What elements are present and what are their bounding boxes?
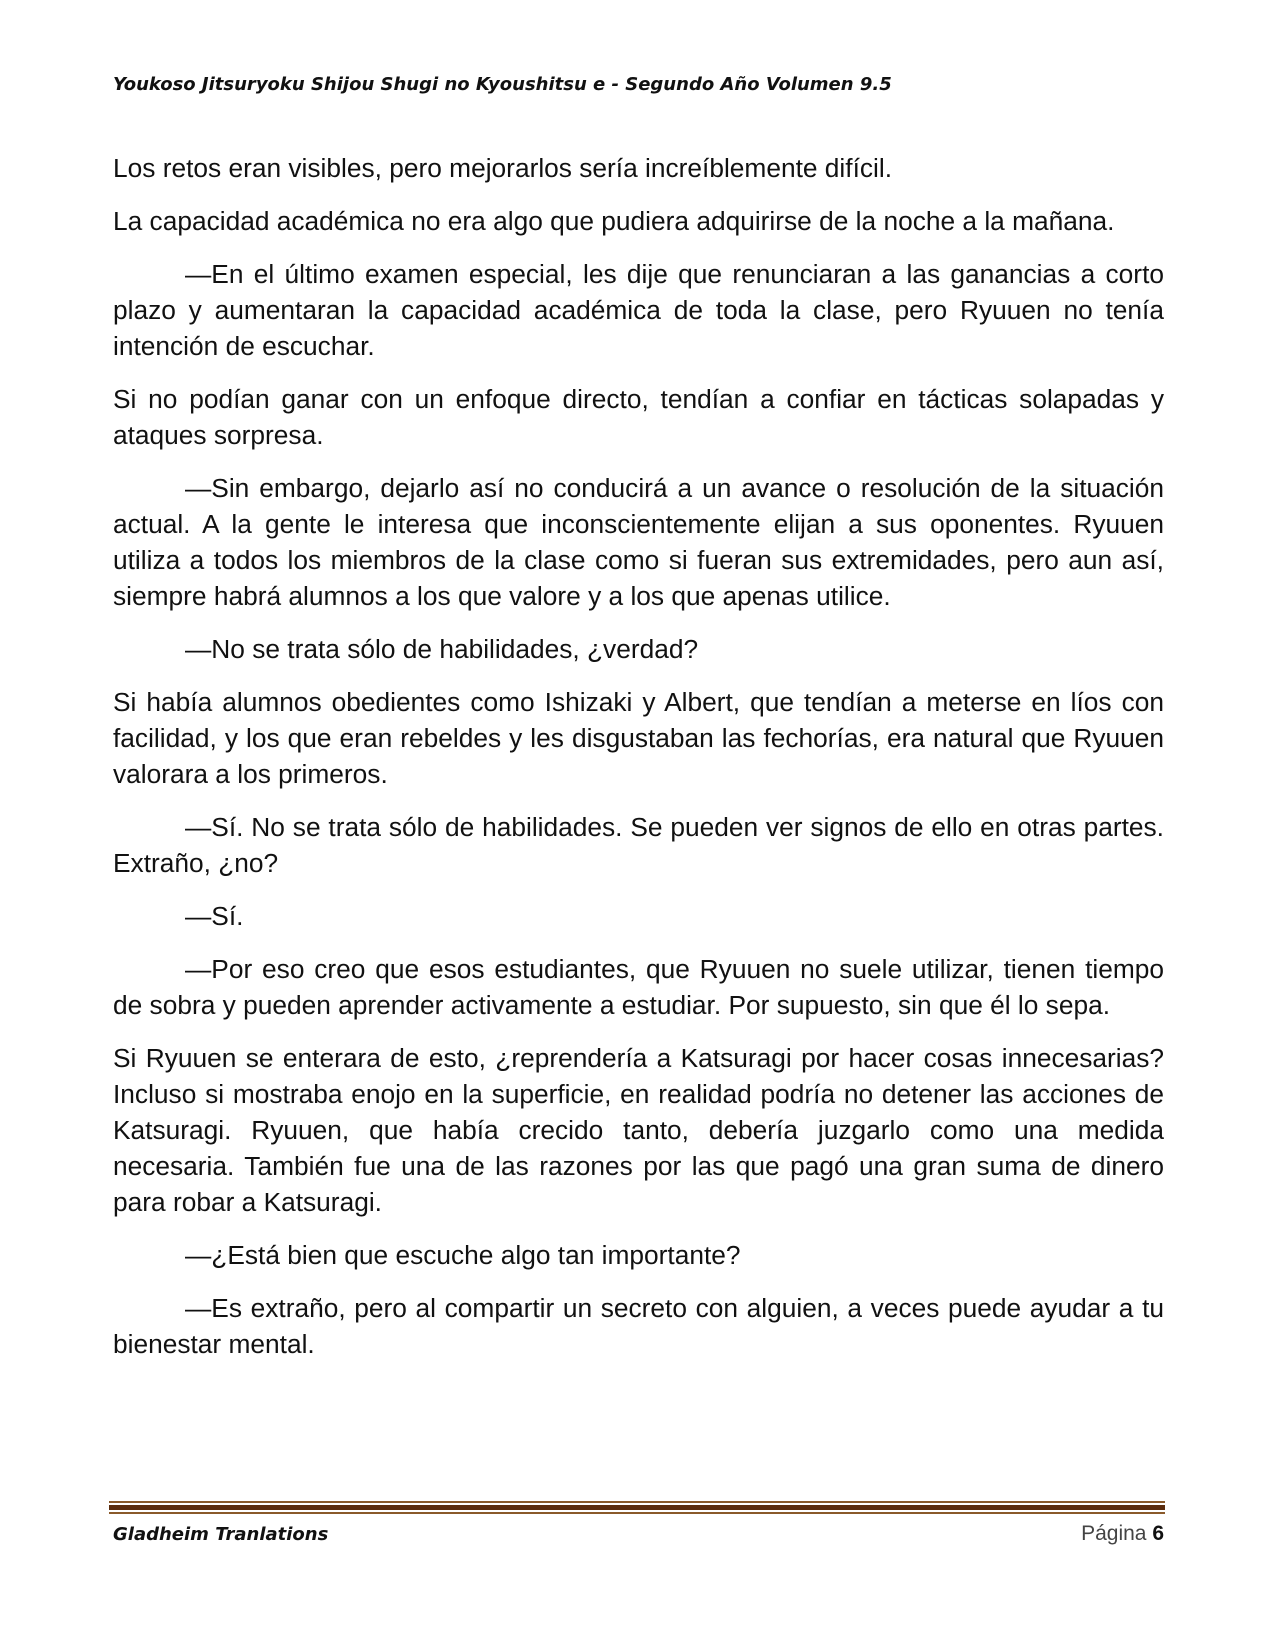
page-label: Página xyxy=(1081,1522,1147,1545)
page-number-value: 6 xyxy=(1152,1522,1164,1545)
paragraph: —Es extraño, pero al compartir un secreto con alguien, a veces puede ayudar a tu bienestar mental. xyxy=(113,1293,1164,1359)
page-header: Youkoso Jitsuryoku Shijou Shugi no Kyoushitsu e - Segundo Año Volumen 9.5 xyxy=(113,74,892,95)
footer-credit: Gladheim Tranlations xyxy=(113,1524,329,1545)
page-number xyxy=(1081,1522,1164,1546)
footer-divider xyxy=(109,1501,1165,1503)
paragraph: —Sí. No se trata sólo de habilidades. Se pueden ver signos de ello en otras partes. Extraño, ¿no? xyxy=(113,812,1164,878)
page-body xyxy=(113,150,1164,1379)
paragraph: Los retos eran visibles, pero mejorarlos sería increíblemente difícil. xyxy=(113,153,893,183)
paragraph: —Sí. xyxy=(185,901,244,931)
paragraph: Si había alumnos obedientes como Ishizaki y Albert, que tendían a meterse en líos con facilidad, y los que eran rebeldes y les disgustaban las fechorías, era natural que Ryuuen valorara a los primeros. xyxy=(113,687,1164,789)
paragraph: —Sin embargo, dejarlo así no conducirá a un avance o resolución de la situación actual. A la gente le interesa que inconscientemente elijan a sus oponentes. Ryuuen utiliza a todos los miembros de la clase como si fueran sus extremidades, pero aun así, siempre habrá alumnos a los que valore y a los que apenas utilice. xyxy=(113,473,1164,611)
footer-divider xyxy=(109,1512,1165,1514)
paragraph: —Por eso creo que esos estudiantes, que Ryuuen no suele utilizar, tienen tiempo de sobra y pueden aprender activamente a estudiar. Por supuesto, sin que él lo sepa. xyxy=(113,954,1164,1020)
paragraph: Si no podían ganar con un enfoque directo, tendían a confiar en tácticas solapadas y ataques sorpresa. xyxy=(113,384,1164,450)
paragraph: —¿Está bien que escuche algo tan importante? xyxy=(185,1240,741,1270)
paragraph: —No se trata sólo de habilidades, ¿verdad? xyxy=(185,634,699,664)
paragraph: La capacidad académica no era algo que pudiera adquirirse de la noche a la mañana. xyxy=(113,206,1115,236)
paragraph: Si Ryuuen se enterara de esto, ¿reprendería a Katsuragi por hacer cosas innecesarias? Incluso si mostraba enojo en la superficie, en realidad podría no detener las acciones de Katsuragi. Ryuuen, que había crecido tanto, debería juzgarlo como una medida necesaria. También fue una de las razones por las que pagó una gran suma de dinero para robar a Katsuragi. xyxy=(113,1043,1164,1217)
footer-divider xyxy=(109,1505,1165,1510)
paragraph: —En el último examen especial, les dije que renunciaran a las ganancias a corto plazo y aumentaran la capacidad académica de toda la clase, pero Ryuuen no tenía intención de escuchar. xyxy=(113,259,1164,361)
